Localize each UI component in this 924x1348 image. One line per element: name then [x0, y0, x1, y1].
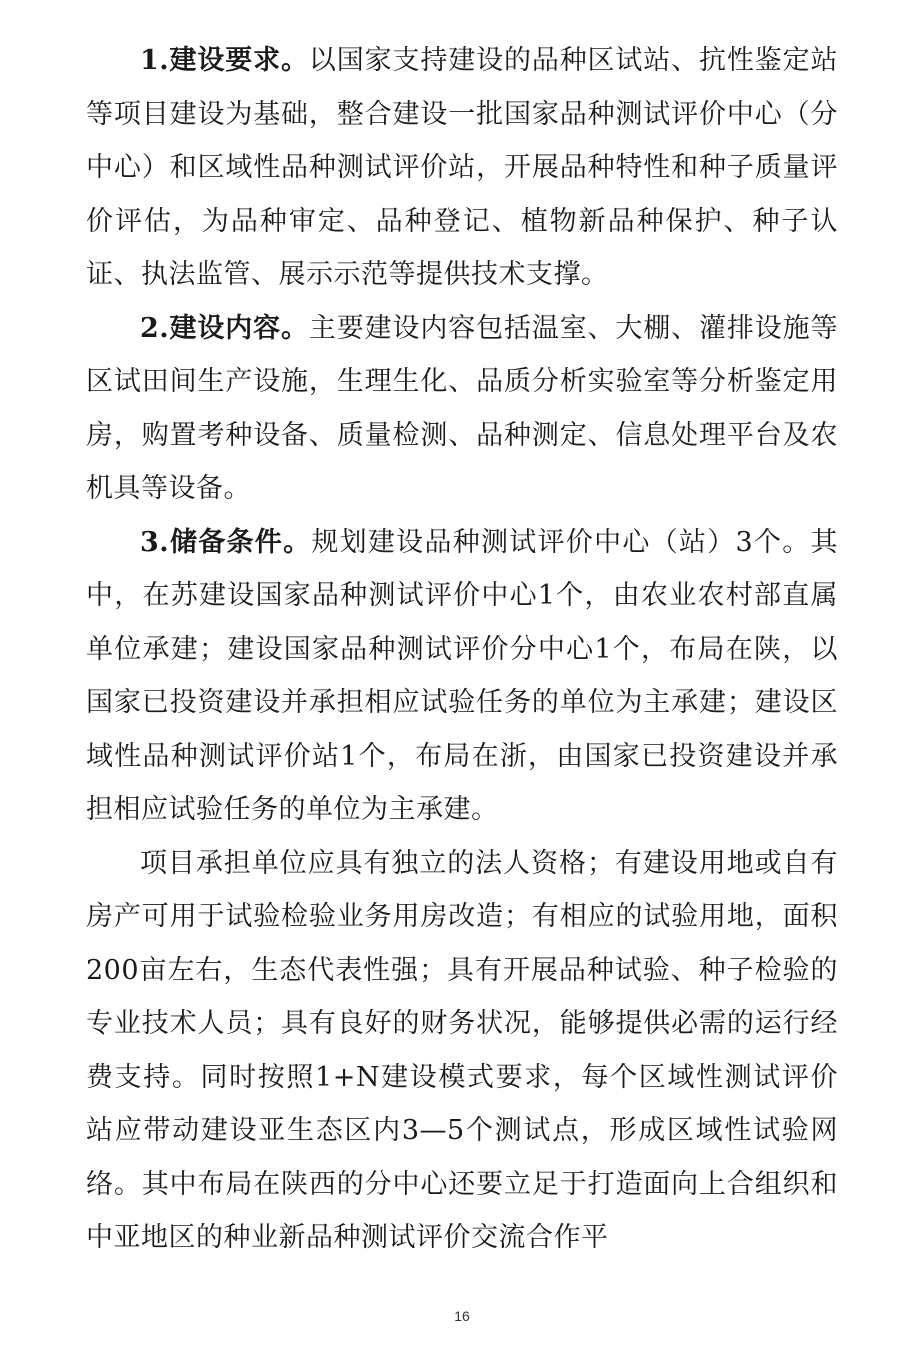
paragraph-lead: 2.建设内容。: [140, 312, 309, 344]
paragraph-lead: 3.储备条件。: [140, 526, 312, 558]
paragraph-text: 规划建设品种测试评价中心（站）3个。其中，在苏建设国家品种测试评价中心1个，由农业农村部直属单位承建；建设国家品种测试评价分中心1个，布局在陕，以国家已投资建设并承担相应试验任务的单位为主承建；建设区域性品种测试评价站1个，布局在浙，由国家已投资建设并承担相应试验任务的单位为主承建。: [86, 526, 838, 825]
document-body: [86, 34, 838, 1265]
paragraph-unit-requirements: [86, 837, 838, 1265]
paragraph-text: 以国家支持建设的品种区试站、抗性鉴定站等项目建设为基础，整合建设一批国家品种测试评价中心（分中心）和区域性品种测试评价站，开展品种特性和种子质量评价评估，为品种审定、品种登记、植物新品种保护、种子认证、执法监管、展示示范等提供技术支撑。: [86, 45, 838, 290]
page-number: 16: [454, 1308, 470, 1324]
paragraph-text: 项目承担单位应具有独立的法人资格；有建设用地或自有房产可用于试验检验业务用房改造；有相应的试验用地，面积200亩左右，生态代表性强；具有开展品种试验、种子检验的专业技术人员；具有良好的财务状况，能够提供必需的运行经费支持。同时按照1+N建设模式要求，每个区域性测试评价站应带动建设亚生态区内3—5个测试点，形成区域性试验网络。其中布局在陕西的分中心还要立足于打造面向上合组织和中亚地区的种业新品种测试评价交流合作平: [86, 847, 838, 1253]
paragraph-lead: 1.建设要求。: [140, 45, 309, 76]
paragraph-construction-requirements: [86, 34, 838, 302]
paragraph-text: 主要建设内容包括温室、大棚、灌排设施等区试田间生产设施，生理生化、品质分析实验室等分析鉴定用房，购置考种设备、质量检测、品种测定、信息处理平台及农机具等设备。: [86, 312, 838, 504]
paragraph-reserve-conditions: [86, 516, 838, 837]
paragraph-construction-content: [86, 302, 838, 516]
